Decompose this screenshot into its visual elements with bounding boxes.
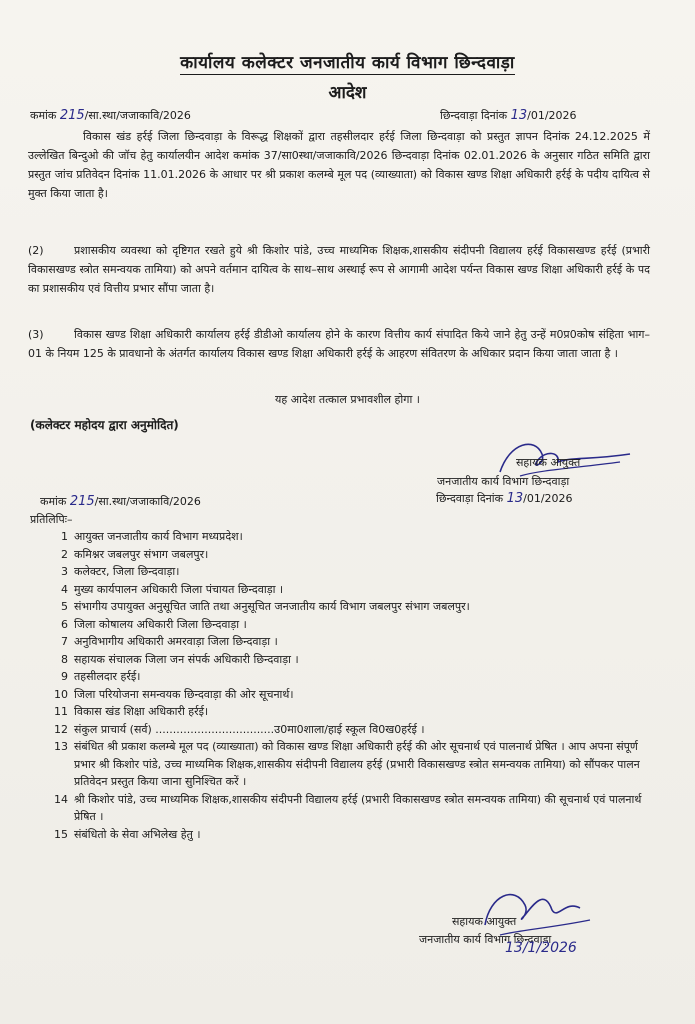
copy-item-text: आयुक्त जनजातीय कार्य विभाग मध्यप्रदेश।	[74, 530, 243, 543]
copy-item-text: श्री किशोर पांडे, उच्च माध्यमिक शिक्षक,शासकीय संदीपनी विद्यालय हर्रई (प्रभारी विकासखण्ड स्त्रोत समन्वयक तामिया) की सूचनार्थ एवं पालनार्थ प्रेषित ।	[74, 792, 642, 823]
copy-list-item	[50, 546, 650, 564]
copy-list-item	[50, 651, 650, 669]
copy-item-text: संकुल प्राचार्य (सर्व) ..................................उ0मा0शाला/हाई स्कूल वि0ख0हर्रई ।	[74, 722, 425, 736]
approval-note: (कलेक्टर महोदय द्वारा अनुमोदित)	[30, 418, 179, 432]
copy-item-text: कमिश्नर जबलपुर संभाग जबलपुर।	[74, 547, 209, 561]
copy-item-number: 12	[54, 722, 68, 736]
copy-list-item	[50, 738, 650, 791]
effective-line: यह आदेश तत्काल प्रभावशील होगा ।	[275, 393, 420, 406]
signature-2-designation: सहायक आयुक्त	[452, 915, 517, 928]
copy-item-number: 10	[54, 687, 68, 701]
copy-item-number: 11	[54, 705, 68, 718]
copy-item-text: तहसीलदार हर्रई।	[74, 670, 141, 683]
copy-item-text: सहायक संचालक जिला जन संपर्क अधिकारी छिन्दवाड़ा ।	[74, 652, 299, 666]
copy-label: प्रतिलिपिः–	[30, 513, 73, 526]
copy-item-number: 9	[61, 670, 68, 683]
copy-item-text: विकास खंड शिक्षा अधिकारी हर्रई।	[74, 705, 209, 718]
order-paragraph-1: विकास खंड हर्रई जिला छिन्दवाड़ा के विरूद्ध शिक्षकों द्वारा तहसीलदार हर्रई जिला छिन्दवाड़ा को प्रस्तुत ज्ञापन दिनांक 24.12.2025 में उल्लेखित बिन्दुओ की जॉच हेतु कार्यालयीन आदेश कमांक 37/सा0स्था/जजाकावि/2026 छिन्दवाड़ा दिनांक 02.01.2026 के अनुसार गठित समिति द्वारा प्रस्तुत जांच प्रतिवेदन दिनांक 11.01.2026 के आधार पर श्री प्रकाश कलम्बे मूल पद (व्याख्याता) को विकास खण्ड शिक्षा अधिकारी हर्रई के पदीय दायित्व से मुक्त किया जाता है।	[28, 130, 650, 200]
signature-1-department: जनजातीय कार्य विभाग छिन्दवाड़ा	[437, 475, 570, 488]
copy-list	[50, 528, 650, 843]
copy-item-text: जिला परियोजना समन्वयक छिन्दवाड़ा की ओर सूचनार्थ।	[74, 687, 294, 701]
copy-item-text: मुख्य कार्यपालन अधिकारी जिला पंचायत छिन्दवाड़ा ।	[74, 582, 284, 596]
office-title: कार्यालय कलेक्टर जनजातीय कार्य विभाग छिन्दवाड़ा	[180, 53, 515, 73]
copy-list-item	[50, 563, 650, 581]
handwritten-date-2: 13/1/2026	[505, 940, 577, 956]
copy-list-item	[50, 668, 650, 686]
copy-item-number: 13	[54, 740, 68, 753]
copy-item-number: 3	[61, 565, 68, 578]
order-reference-bottom: कमांक 215/सा.स्था/जजाकावि/2026	[40, 494, 201, 509]
signature-2-department: जनजातीय कार्य विभाग छिन्दवाड़ा	[419, 933, 552, 946]
copy-list-item	[50, 791, 650, 826]
copy-item-number: 5	[61, 600, 68, 613]
copy-item-number: 7	[61, 635, 68, 648]
order-reference-top: कमांक 215/सा.स्था/जजाकावि/2026	[30, 108, 191, 123]
copy-item-text: संबंधितो के सेवा अभिलेख हेतु ।	[74, 827, 201, 841]
handwritten-order-number: 215	[59, 108, 85, 123]
copy-item-text: जिला कोषालय अधिकारी जिला छिन्दवाड़ा ।	[74, 617, 247, 631]
handwritten-day: 13	[510, 108, 528, 123]
copy-item-text: संबंधित श्री प्रकाश कलम्बे मूल पद (व्याख्याता) को विकास खण्ड शिक्षा अधिकारी हर्रई की ओर सूचनार्थ एवं पालनार्थ प्रेषित । आप अपना संपूर्ण प्रभार श्री किशोर पांडे, उच्च माध्यमिक शिक्षक,शासकीय संदीपनी विद्यालय हर्रई (प्रभारी विकासखण्ड स्त्रोत समन्वयक तामिया) को सौंपकर पालन प्रतिवेदन प्रस्तुत किया जाना सुनिश्चित करें ।	[74, 740, 640, 788]
copy-list-item	[50, 616, 650, 634]
order-date-bottom: छिन्दवाड़ा दिनांक 13/01/2026	[436, 491, 573, 506]
copy-item-text: संभागीय उपायुक्त अनुसूचित जाति तथा अनुसूचित जनजातीय कार्य विभाग जबलपुर संभाग जबलपुर।	[74, 600, 470, 613]
copy-item-number: 6	[61, 617, 68, 631]
copy-list-item	[50, 686, 650, 704]
copy-item-number: 8	[61, 652, 68, 666]
handwritten-day-2: 13	[506, 491, 524, 506]
copy-list-item	[50, 633, 650, 651]
copy-item-number: 14	[54, 792, 68, 806]
copy-item-number: 15	[54, 827, 68, 841]
copy-item-text: अनुविभागीय अधिकारी अमरवाड़ा जिला छिन्दवाड़ा ।	[74, 635, 278, 648]
signature-1-designation: सहायक आयुक्त	[516, 456, 581, 469]
copy-list-item	[50, 703, 650, 721]
copy-item-number: 2	[61, 547, 68, 561]
copy-list-item	[50, 581, 650, 599]
copy-item-text: कलेक्टर, जिला छिन्दवाड़ा।	[74, 565, 180, 578]
copy-item-number: 4	[61, 582, 68, 596]
copy-list-item	[50, 598, 650, 616]
handwritten-order-number-2: 215	[69, 494, 95, 509]
copy-item-number: 1	[61, 530, 68, 543]
copy-list-item	[50, 826, 650, 844]
order-paragraph-3: (3) विकास खण्ड शिक्षा अधिकारी कार्यालय हर्रई डीडीओ कार्यालय होने के कारण वित्तीय कार्य संपादित किये जाने हेतु उन्हें म0प्र0कोष संहिता भाग–01 के नियम 125 के प्रावधानो के अंतर्गत कार्यालय विकास खण्ड शिक्षा अधिकारी हर्रई के आहरण संवितरण के अधिकार प्रदान किया जाता जाता है ।	[28, 328, 650, 360]
order-title: आदेश	[328, 83, 367, 103]
copy-list-item	[50, 528, 650, 546]
copy-list-item	[50, 721, 650, 739]
order-paragraph-2: (2) प्रशासकीय व्यवस्था को दृष्टिगत रखते हुये श्री किशोर पांडे, उच्च माध्यमिक शिक्षक,शासकीय संदीपनी विद्यालय हर्रई विकासखण्ड हर्रई (प्रभारी विकासखण्ड स्त्रोत समन्वयक तामिया) को अपने वर्तमान दायित्व के साथ–साथ अस्थाई रूप से आगामी आदेश पर्यन्त विकास खण्ड शिक्षा अधिकारी हर्रई के पद का प्रशासकीय एवं वित्तीय प्रभार सौंपा जाता है।	[28, 244, 650, 295]
order-date-top: छिन्दवाड़ा दिनांक 13/01/2026	[440, 108, 577, 123]
